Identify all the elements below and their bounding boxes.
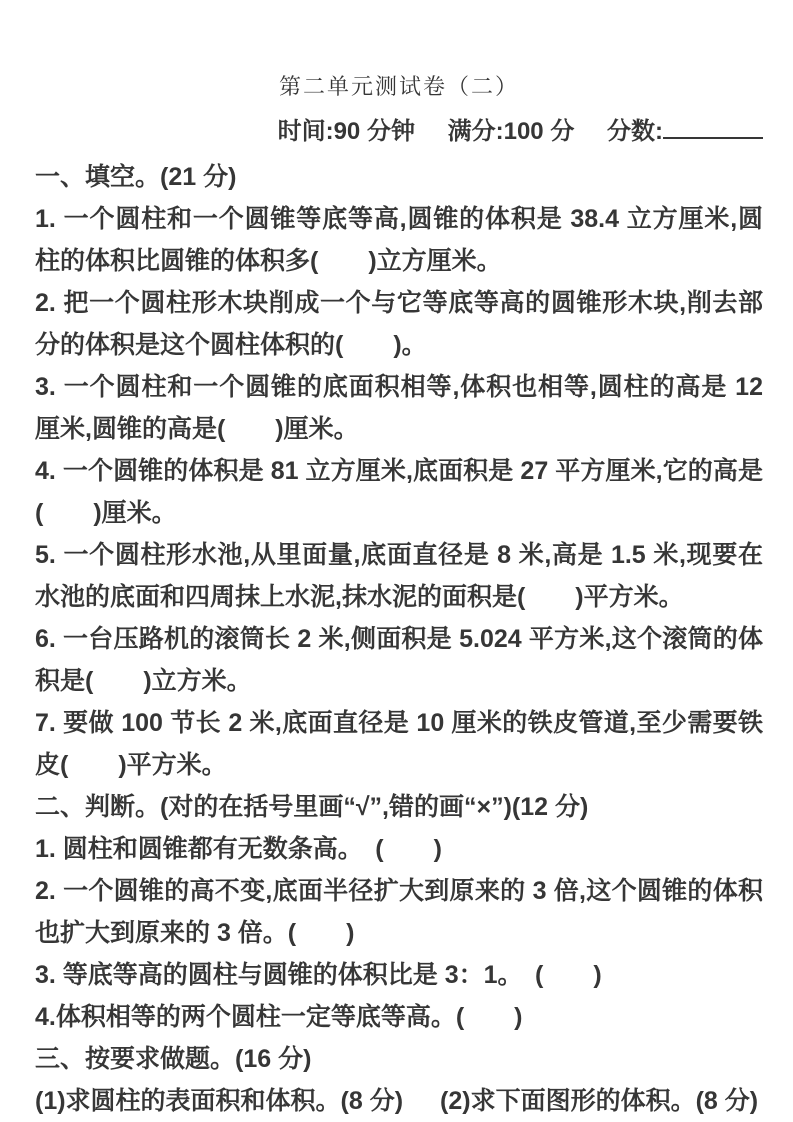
score-blank-line — [663, 137, 763, 139]
sub-question-2: (2)求下面图形的体积。(8 分) — [440, 1087, 759, 1115]
section-heading: 一、填空。(21 分) — [35, 163, 237, 191]
section-heading: 三、按要求做题。(16 分) — [35, 1045, 312, 1073]
question-5: 5. 一个圆柱形水池,从里面量,底面直径是 8 米,高是 1.5 米,现要在水池的底面和四周抹上水泥,抹水泥的面积是( )平方米。 — [35, 541, 763, 611]
judgement-3: 3. 等底等高的圆柱与圆锥的体积比是 3：1。 ( ) — [35, 961, 602, 989]
question-1: 1. 一个圆柱和一个圆锥等底等高,圆锥的体积是 38.4 立方厘米,圆柱的体积比圆锥的体积多( )立方厘米。 — [35, 205, 763, 275]
judgement-1: 1. 圆柱和圆锥都有无数条高。 ( ) — [35, 835, 442, 863]
judgement-2: 2. 一个圆锥的高不变,底面半径扩大到原来的 3 倍,这个圆锥的体积也扩大到原来的 3 倍。( ) — [35, 877, 763, 947]
section-do-as-required — [35, 1038, 763, 1122]
section-true-false — [35, 786, 763, 1038]
question-3: 3. 一个圆柱和一个圆锥的底面积相等,体积也相等,圆柱的高是 12 厘米,圆锥的高是( )厘米。 — [35, 373, 763, 443]
page-title: 第二单元测试卷（二） — [278, 74, 519, 99]
sub-question-1: (1)求圆柱的表面积和体积。(8 分) — [35, 1087, 404, 1115]
score-label: 分数: — [607, 118, 663, 145]
full-marks-label: 满分:100 分 — [447, 118, 575, 145]
question-6: 6. 一台压路机的滚筒长 2 米,侧面积是 5.024 平方米,这个滚筒的体积是( )立方米。 — [35, 625, 763, 695]
judgement-4: 4.体积相等的两个圆柱一定等底等高。( ) — [35, 1003, 523, 1031]
question-2: 2. 把一个圆柱形木块削成一个与它等底等高的圆锥形木块,削去部分的体积是这个圆柱体积的( )。 — [35, 289, 763, 359]
time-label: 时间:90 分钟 — [277, 118, 415, 145]
question-4: 4. 一个圆锥的体积是 81 立方厘米,底面积是 27 平方厘米,它的高是( )厘米。 — [35, 457, 763, 527]
sub-question-row — [35, 1080, 763, 1122]
meta-line — [35, 116, 763, 148]
section-fill-in-blanks — [35, 156, 763, 786]
section-heading: 二、判断。(对的在括号里画“√”,错的画“×”)(12 分) — [35, 793, 589, 821]
question-7: 7. 要做 100 节长 2 米,底面直径是 10 厘米的铁皮管道,至少需要铁皮( )平方米。 — [35, 709, 763, 779]
